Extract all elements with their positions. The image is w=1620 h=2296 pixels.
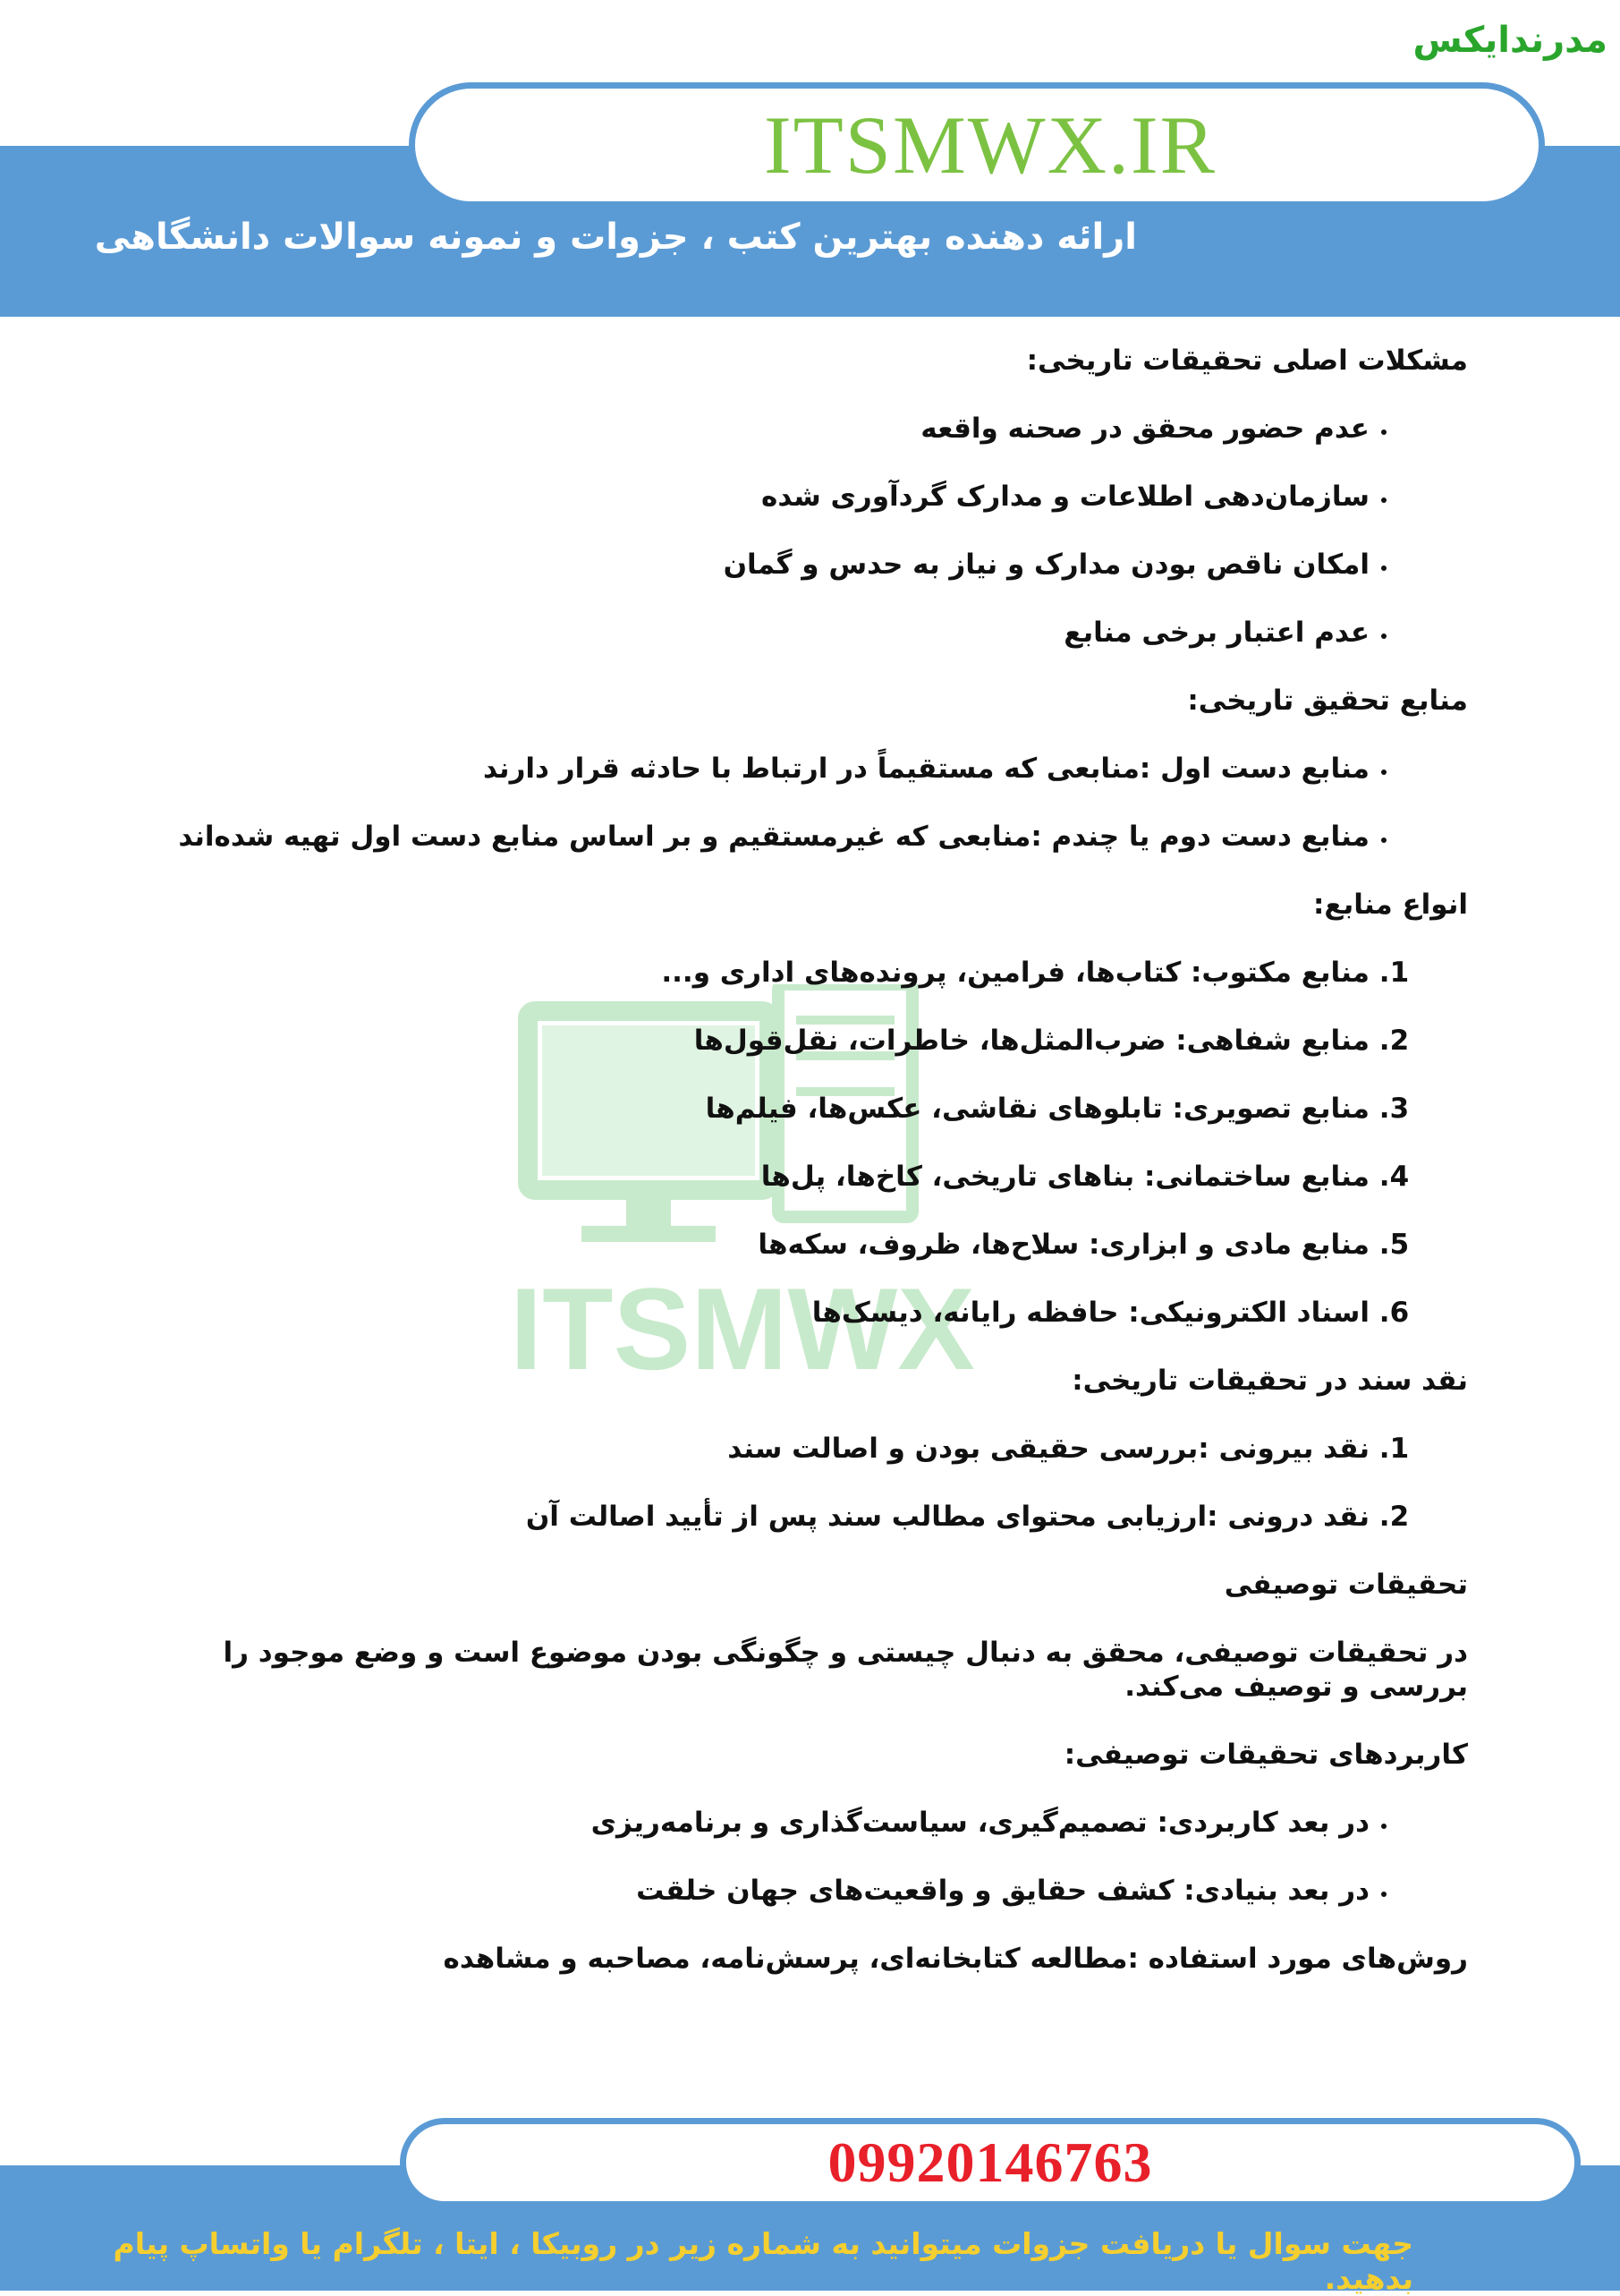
methods-line: روش‌های مورد استفاده :مطالعه کتابخانه‌ای، پرسش‌نامه، مصاحبه و مشاهده (443, 1943, 1468, 1975)
critique-heading: نقد سند در تحقیقات تاریخی: (1072, 1365, 1468, 1397)
watermark-text: ITSMWX (510, 1263, 975, 1378)
brand-name: مدرندایکس (1412, 20, 1607, 61)
list-item: • عدم اعتبار برخی منابع (144, 616, 1370, 650)
site-name: ITSMWX.IR (763, 99, 1217, 191)
list-item: 2. نقد درونی :ارزیابی محتوای مطالب سند پس از تأیید اصالت آن (144, 1500, 1370, 1534)
list-item: • امکان ناقص بودن مدارک و نیاز به حدس و گمان (144, 548, 1370, 582)
sources-heading: منابع تحقیق تاریخی: (1187, 685, 1468, 717)
header-tagline: ارائه دهنده بهترین کتب ، جزوات و نمونه سوالات دانشگاهی (94, 217, 1137, 258)
applications-heading: کاربردهای تحقیقات توصیفی: (1064, 1739, 1468, 1771)
list-item: 6. اسناد الکترونیکی: حافظه رایانه، دیسک‌ها (144, 1296, 1370, 1330)
problems-heading: مشکلات اصلی تحقیقات تاریخی: (1026, 344, 1468, 377)
descriptive-heading: تحقیقات توصیفی (1224, 1569, 1468, 1601)
header-pill (409, 82, 1545, 208)
problems-list (144, 412, 1468, 650)
footer-pill (400, 2118, 1581, 2207)
list-item: 2. منابع شفاهی: ضرب‌المثل‌ها، خاطرات، نقل‌قول‌ها (144, 1024, 1370, 1058)
list-item: • در بعد بنیادی: کشف حقایق و واقعیت‌های جهان خلقت (144, 1874, 1370, 1908)
list-item: 1. منابع مکتوب: کتاب‌ها، فرامین، پرونده‌های اداری و... (144, 956, 1370, 990)
list-item: 4. منابع ساختمانی: بناهای تاریخی، کاخ‌ها، پل‌ها (144, 1160, 1370, 1194)
applications-list (144, 1806, 1468, 1908)
contact-phone: 09920146763 (827, 2130, 1153, 2194)
list-item: 5. منابع مادی و ابزاری: سلاح‌ها، ظروف، سکه‌ها (144, 1228, 1370, 1262)
list-item: • در بعد کاربردی: تصمیم‌گیری، سیاست‌گذاری و برنامه‌ریزی (144, 1806, 1370, 1840)
list-item: • منابع دست اول :منابعی که مستقیماً در ارتباط با حادثه قرار دارند (144, 752, 1370, 786)
list-item: • منابع دست دوم یا چندم :منابعی که غیرمستقیم و بر اساس منابع دست اول تهیه شده‌اند (144, 820, 1370, 854)
footer-note: جهت سوال یا دریافت جزوات میتوانید به شماره زیر در روبیکا ، ایتا ، تلگرام یا واتساپ پیام بدهید. (113, 2226, 1413, 2296)
types-list (144, 956, 1468, 1330)
list-item: 3. منابع تصویری: تابلوهای نقاشی، عکس‌ها، فیلم‌ها (144, 1092, 1370, 1126)
list-item: 1. نقد بیرونی :بررسی حقیقی بودن و اصالت سند (144, 1432, 1370, 1466)
critique-list (144, 1432, 1468, 1534)
descriptive-paragraph: در تحقیقات توصیفی، محقق به دنبال چیستی و چگونگی بودن موضوع است و وضع موجود را بررسی و توصیف می‌کند. (223, 1637, 1468, 1703)
list-item: • سازمان‌دهی اطلاعات و مدارک گردآوری شده (144, 480, 1370, 514)
types-heading: انواع منابع: (1313, 889, 1468, 921)
list-item: • عدم حضور محقق در صحنه واقعه (144, 412, 1370, 446)
sources-list (144, 752, 1468, 854)
document-body (144, 344, 1468, 2010)
